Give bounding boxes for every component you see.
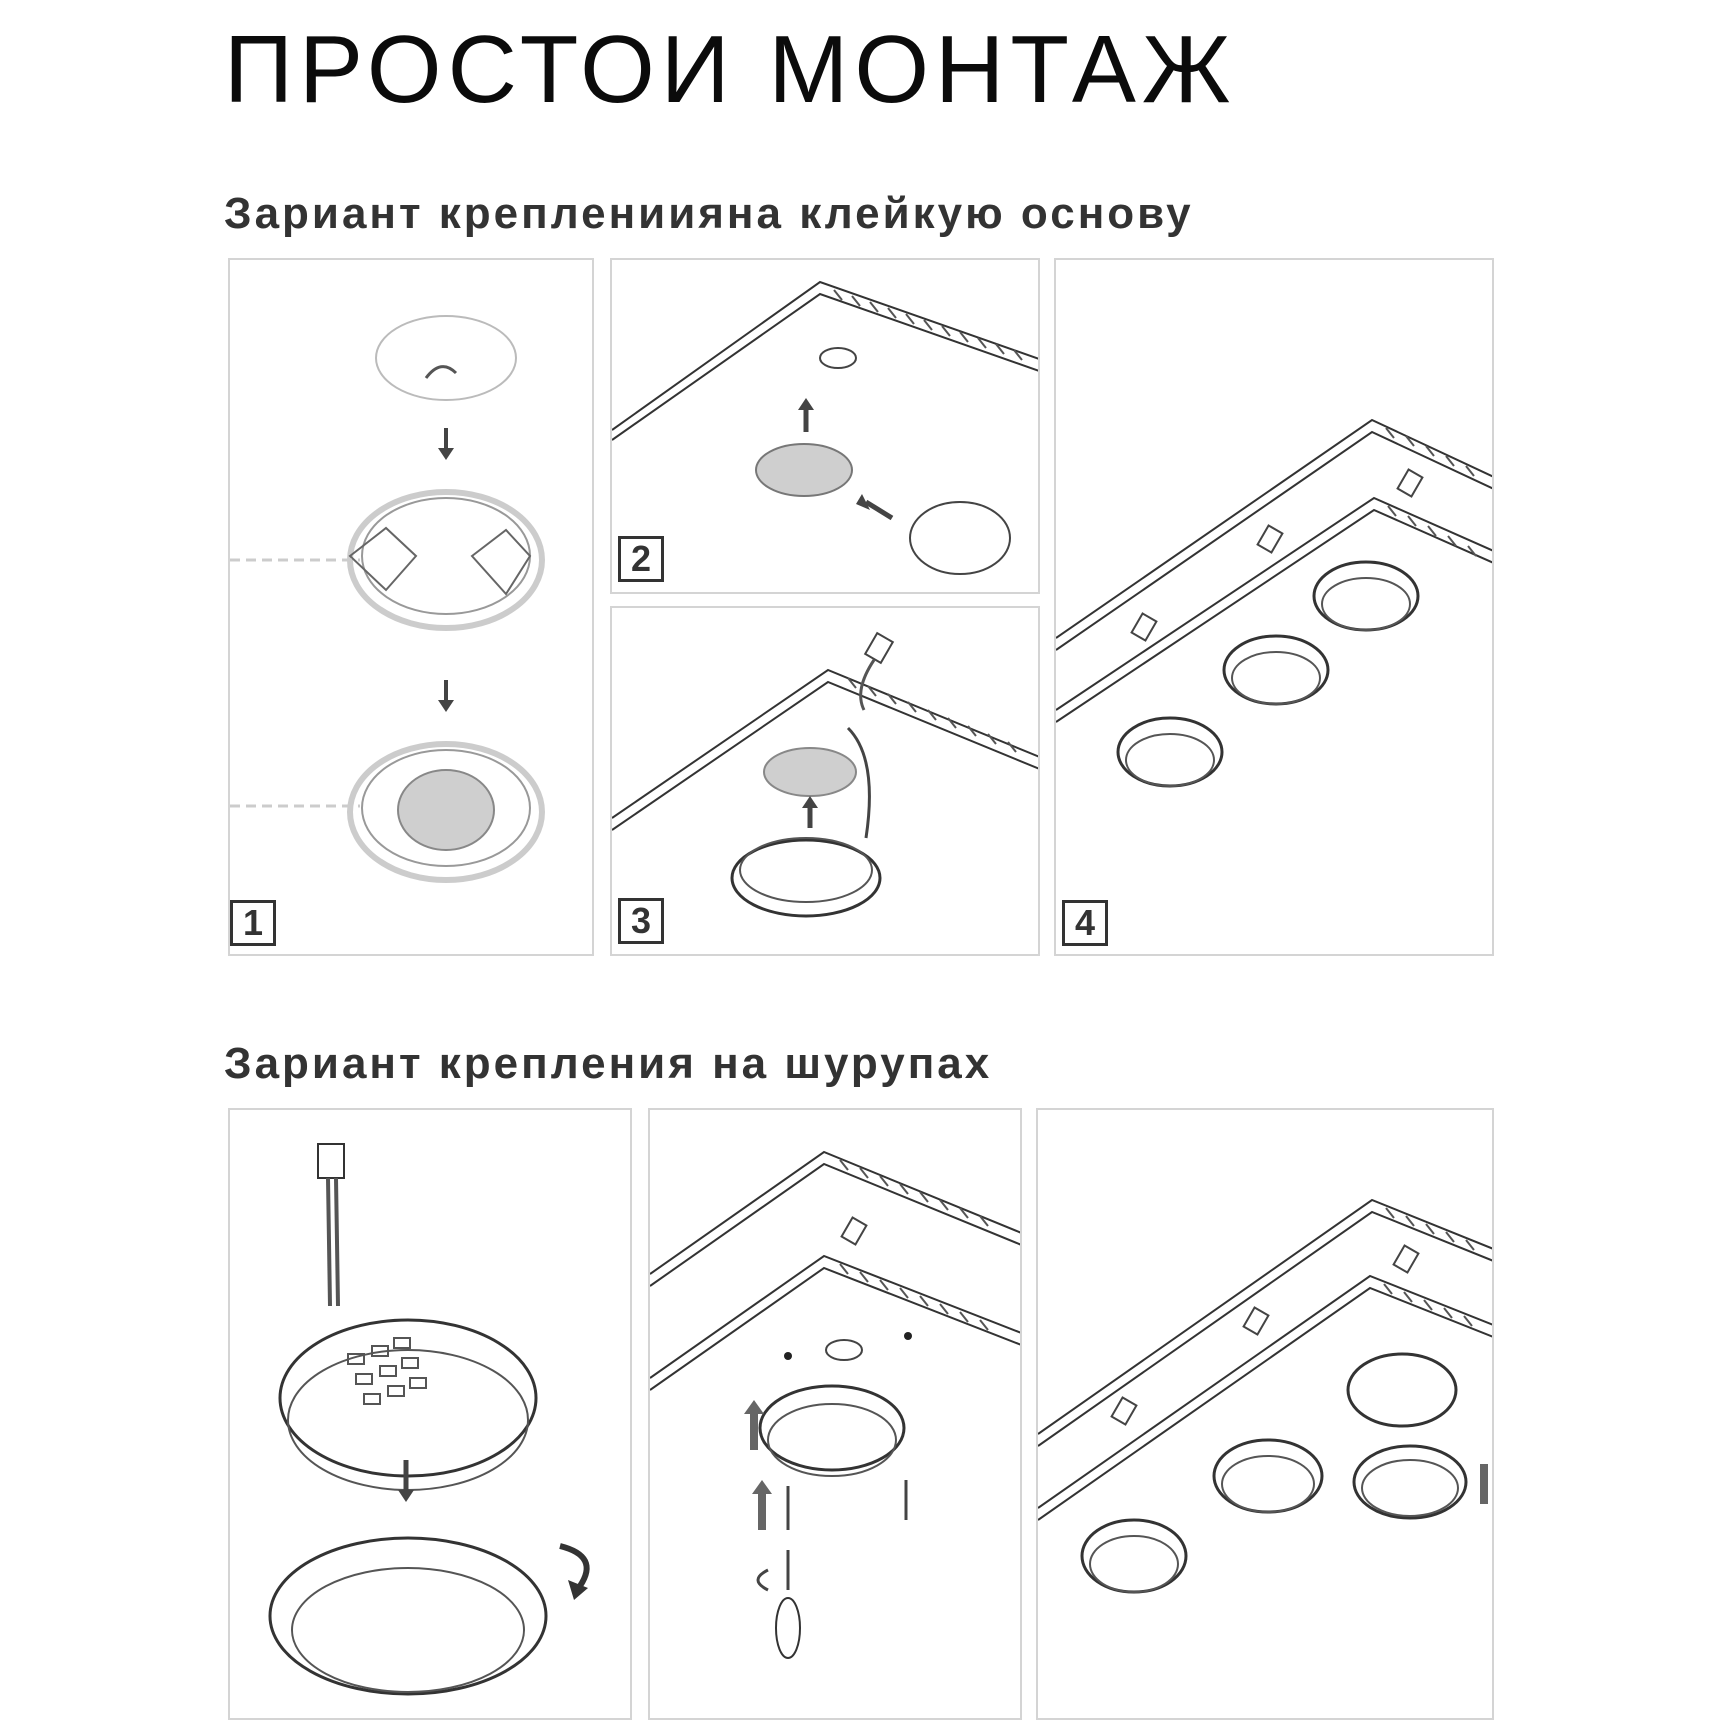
section-heading-adhesive: Зариант креплениияна клейкую основу [224,189,1194,238]
screw-step-2-illustration [650,1110,1022,1720]
screw-step-2-panel [648,1108,1022,1720]
page-title: ПРОСТОИ МОНТАЖ [224,16,1237,123]
adhesive-step-3-illustration [612,608,1040,956]
step-number-badge: 4 [1062,900,1108,946]
adhesive-step-3-panel [610,606,1040,956]
adhesive-step-4-illustration [1056,260,1494,956]
adhesive-step-1-panel [228,258,594,956]
adhesive-step-4-panel [1054,258,1494,956]
screw-step-3-illustration [1038,1110,1494,1720]
step-number-badge: 2 [618,536,664,582]
adhesive-step-2-panel [610,258,1040,594]
adhesive-step-2-illustration [612,260,1040,594]
adhesive-step-1-illustration [230,260,594,956]
screw-step-1-panel [228,1108,632,1720]
step-number-badge: 3 [618,898,664,944]
screw-step-3-panel [1036,1108,1494,1720]
section-heading-screws: Зариант крепления на шурупах [224,1039,993,1088]
screw-step-1-illustration [230,1110,632,1720]
step-number-badge: 1 [230,900,276,946]
